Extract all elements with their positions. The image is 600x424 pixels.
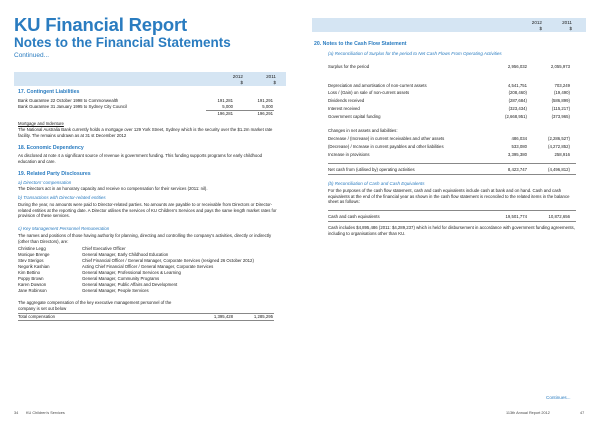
cash-label: Cash and cash equivalents [328,214,380,219]
guarantee-value-1-2012: 191,281 [217,98,233,103]
total-compensation-label: Total compensation [18,314,56,319]
kmp-role-4: Acting Chief Financial Officer / General Manager, Corporate Services [82,264,214,269]
changes-title: Changes in net assets and liabilities: [328,128,398,133]
kmp-role-5: General Manager, Professional Services & Learning [82,270,181,275]
section-18-text: As disclosed at note 4 a significant source of revenue is government funding. This funding supports programs for early childhood education and care. [18,153,263,164]
surplus-label: Surplus for the period [328,64,370,69]
net-cash-2011: (4,496,812) [548,167,570,172]
net-cash-2012: 8,423,747 [507,167,527,172]
cash-2012: 19,501,774 [505,214,527,219]
section-18-heading: 18. Economic Dependency [18,145,84,151]
footer-right-report: 113th Annual Report 2012 [506,411,550,415]
col-currency-2012-right: $ [539,25,542,31]
column-header-bar-right [312,18,586,32]
adj-label-1: Depreciation and amortisation of non-current assets [328,83,427,88]
adj-5-2012: (2,668,951) [505,114,527,119]
directors-compensation-title: a) Directors’ compensation [18,180,72,185]
col-year-2012-right: 2012 [531,19,542,25]
footer-left-page-number: 34 [14,411,19,415]
kmp-name-5: Kim Bettino [18,270,40,275]
change-3-2011: 258,916 [554,152,570,157]
col-currency-2011: $ [273,79,276,85]
adj-4-2011: (115,217) [551,106,570,111]
aggregate-compensation-text: The aggregate compensation of the key executive management personnel of the company is set out below [18,300,172,311]
col-year-2011: 2011 [266,73,276,79]
kmp-name-6: Poppy Brown [18,276,44,281]
report-title: KU Financial Report [14,14,187,35]
change-label-3: Increase in provisions [328,152,370,157]
kmp-role-6: General Manager, Community Programs [82,276,160,281]
adj-1-2012: 4,541,751 [507,83,527,88]
kmp-remuneration-text: The names and positions of those having authority for planning, directing and controlling the company’s activities, directly or indirectly (other than Directors), are: [18,233,272,244]
reconciliation-b-title: (b) Reconciliation of Cash and Cash Equivalents [328,181,425,186]
adj-4-2012: (323,434) [508,106,527,111]
mortgage-title: Mortgage and Indenture [18,121,64,126]
director-transactions-title: b) Transactions with Director-related entities [18,195,106,200]
col-currency-2011-right: $ [569,25,572,31]
kmp-name-7: Karen Dowson [18,282,47,287]
adj-2-2012: (208,460) [508,90,527,95]
reconciliation-a-title: (a) Reconciliation of Surplus for the period to Net Cash Flows From Operating Activities [328,51,502,56]
guarantee-total-2012: 196,281 [217,111,233,116]
guarantee-label-1: Bank Guarantee 22 October 1998 to Commonwealth [18,98,119,103]
change-label-2: (Decrease) / Increase in current payables and other liabilities [328,144,444,149]
adj-3-2012: (287,684) [508,98,527,103]
change-label-1: Decrease / (Increase) in current receivables and other assets [328,136,445,141]
section-19-heading: 19. Related Party Disclosures [18,171,91,177]
col-year-2011-right: 2011 [562,19,572,25]
adj-5-2011: (373,965) [551,114,570,119]
kmp-name-3: Stev Sterigos [18,258,44,263]
cash-note: Cash includes $4,895,486 (2011: $4,289,237) which is held for disbursement in accordance with government funding agreements, including to organisations other than KU. [328,225,575,236]
kmp-role-7: General Manager, Public Affairs and Development [82,282,178,287]
guarantee-value-2-2011: 5,000 [262,104,273,109]
kmp-role-2: General Manager, Early Childhood Education [82,252,169,257]
section-20-heading: 20. Notes to the Cash Flow Statement [314,41,407,47]
guarantee-value-1-2011: 191,291 [257,98,273,103]
adj-label-2: Loss / (Gain) on sale of non-current assets [328,90,410,95]
section-17-heading: 17. Contingent Liabilities [18,89,80,95]
directors-compensation-text: The Directors act in an honorary capacity and receive no compensation for their services (2011: nil). [18,186,208,191]
right-page [300,0,600,424]
col-currency-2012: $ [240,79,243,85]
net-cash-top-rule [328,163,576,164]
col-year-2012: 2012 [232,73,243,79]
mortgage-text: The National Australia Bank currently holds a mortgage over 129 York Street, Sydney which is the security over the $1.2m market rate facility. The remains undrawn as at 31 st December 2012 [18,127,273,138]
kmp-role-8: General Manager, People Services [82,288,149,293]
kmp-name-1: Christine Legg [18,246,46,251]
continues-label: Continues... [546,395,571,400]
cash-bottom-rule [328,221,576,222]
surplus-2012: 2,956,032 [507,64,527,69]
adj-label-5: Government capital funding [328,114,381,119]
report-subtitle: Notes to the Financial Statements [14,35,231,50]
change-2-2011: (4,272,852) [548,144,570,149]
total-compensation-top-rule [18,313,274,314]
cash-top-rule [328,210,576,211]
continued-label: Continued... [14,52,50,59]
net-cash-label: Net cash from (utilised by) operating activities [328,167,415,172]
guarantee-label-2: Bank Guarantee 31 January 1995 to Sydney City Council [18,104,127,109]
footer-left-org: KU Children’s Services [26,411,65,415]
adj-1-2011: 703,249 [554,83,570,88]
change-1-2011: (2,286,527) [548,136,570,141]
adj-label-4: Interest received [328,106,360,111]
kmp-role-3: Chief Financial Officer / General Manager, Corporate Services (resigned 26 October 2012) [82,258,254,263]
kmp-role-1: Chief Executive Officer [82,246,126,251]
total-compensation-2011: 1,285,295 [253,314,273,319]
net-cash-bottom-rule [328,174,576,175]
change-2-2012: 533,080 [511,144,527,149]
total-compensation-bottom-rule [18,320,274,321]
adj-2-2011: (19,490) [553,90,570,95]
kmp-name-4: Negorik Kashian [18,264,50,269]
change-1-2012: 486,034 [511,136,527,141]
footer-right-page-number: 47 [580,411,585,415]
surplus-2011: 2,055,973 [550,64,570,69]
change-3-2012: 3,395,380 [507,152,527,157]
total-compensation-2012: 1,395,428 [213,314,233,319]
director-transactions-text: During the year, no amounts were paid to Director-related parties. No amounts are payable to or receivable from Directors or Director-related entities at the reporting date. A Director utilises the services of KU Children’s Services and pays the same length market rates for provision of these services. [18,202,277,218]
guarantee-value-2-2012: 5,000 [222,104,233,109]
guarantee-total-2011: 196,291 [257,111,273,116]
adj-label-3: Dividends received [328,98,365,103]
kmp-name-2: Monique Brenge [18,252,50,257]
cash-2011: 10,872,656 [548,214,570,219]
column-header-bar [14,72,286,86]
kmp-name-8: Jane Robinson [18,288,47,293]
reconciliation-b-text: For the purposes of the cash flow statement, cash and cash equivalents include cash at bank and on hand. Cash and cash equivalents at the end of the financial year as shown in the cash flow statement is reconciled to the related items in the balance sheet as follows: [328,188,570,204]
adj-3-2011: (586,899) [551,98,570,103]
kmp-remuneration-title: c) Key Management Personnel Remuneration [18,226,110,231]
